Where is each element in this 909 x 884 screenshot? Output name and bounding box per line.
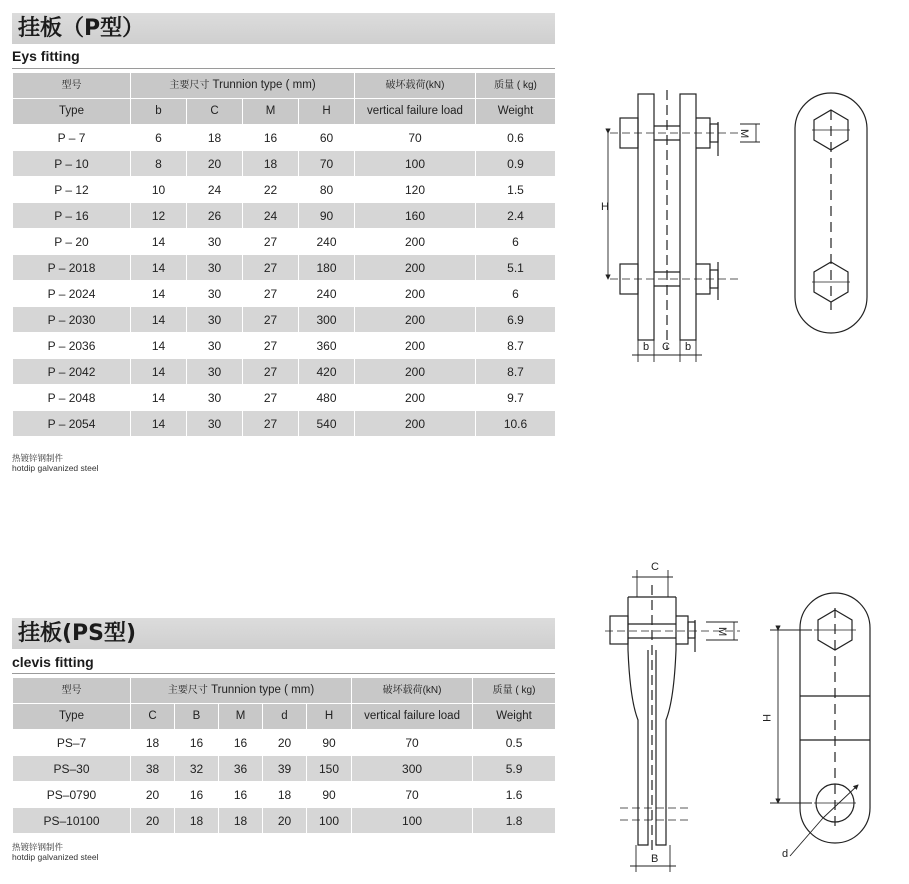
col-m: M bbox=[219, 704, 263, 730]
model-cell: P – 2018 bbox=[13, 255, 131, 281]
value-cell: 27 bbox=[243, 333, 299, 359]
value-cell: 18 bbox=[175, 808, 219, 834]
value-cell: 30 bbox=[187, 385, 243, 411]
value-cell: 26 bbox=[187, 203, 243, 229]
col-c: C bbox=[131, 704, 175, 730]
value-cell: 16 bbox=[219, 782, 263, 808]
note-en: hotdip galvanized steel bbox=[12, 852, 99, 862]
value-cell: 5.9 bbox=[473, 756, 556, 782]
value-cell: 200 bbox=[355, 307, 476, 333]
value-cell: 20 bbox=[187, 151, 243, 177]
weight-header-cn: 质量 ( kg) bbox=[476, 73, 556, 99]
value-cell: 27 bbox=[243, 359, 299, 385]
model-cell: P – 10 bbox=[13, 151, 131, 177]
dims-header: 主要尺寸 Trunnion type ( mm) bbox=[131, 73, 355, 99]
col-b: b bbox=[131, 99, 187, 125]
load-header-en: vertical failure load bbox=[355, 99, 476, 125]
value-cell: 20 bbox=[263, 808, 307, 834]
section2-subtitle: clevis fitting bbox=[12, 654, 94, 670]
value-cell: 160 bbox=[355, 203, 476, 229]
value-cell: 14 bbox=[131, 359, 187, 385]
value-cell: 100 bbox=[355, 151, 476, 177]
dim-d-label: d bbox=[782, 848, 789, 860]
model-cell: P – 2048 bbox=[13, 385, 131, 411]
value-cell: 70 bbox=[299, 151, 355, 177]
value-cell: 200 bbox=[355, 385, 476, 411]
model-cell: PS–0790 bbox=[13, 782, 131, 808]
value-cell: 20 bbox=[263, 730, 307, 756]
col-d: d bbox=[263, 704, 307, 730]
value-cell: 120 bbox=[355, 177, 476, 203]
value-cell: 12 bbox=[131, 203, 187, 229]
value-cell: 2.4 bbox=[476, 203, 556, 229]
value-cell: 22 bbox=[243, 177, 299, 203]
value-cell: 6 bbox=[131, 125, 187, 151]
value-cell: 20 bbox=[131, 782, 175, 808]
weight-header-cn: 质量 ( kg) bbox=[473, 678, 556, 704]
note-cn: 热镀锌钢制件 bbox=[12, 453, 64, 463]
load-header-cn: 破坏载荷(kN) bbox=[355, 73, 476, 99]
value-cell: 30 bbox=[187, 281, 243, 307]
type-header-cn: 型号 bbox=[13, 678, 131, 704]
value-cell: 480 bbox=[299, 385, 355, 411]
value-cell: 420 bbox=[299, 359, 355, 385]
ps-type-front-dimensions bbox=[770, 630, 858, 856]
model-cell: P – 2030 bbox=[13, 307, 131, 333]
value-cell: 32 bbox=[175, 756, 219, 782]
value-cell: 27 bbox=[243, 307, 299, 333]
value-cell: 300 bbox=[299, 307, 355, 333]
load-header-cn: 破坏载荷(kN) bbox=[352, 678, 473, 704]
note-cn: 热镀锌钢制件 bbox=[12, 842, 64, 852]
value-cell: 200 bbox=[355, 281, 476, 307]
value-cell: 90 bbox=[307, 782, 352, 808]
model-cell: P – 2042 bbox=[13, 359, 131, 385]
value-cell: 200 bbox=[355, 229, 476, 255]
value-cell: 1.8 bbox=[473, 808, 556, 834]
value-cell: 8 bbox=[131, 151, 187, 177]
value-cell: 27 bbox=[243, 281, 299, 307]
value-cell: 6.9 bbox=[476, 307, 556, 333]
dim-b-left-label: b bbox=[643, 341, 650, 353]
value-cell: 39 bbox=[263, 756, 307, 782]
value-cell: 100 bbox=[352, 808, 473, 834]
value-cell: 16 bbox=[175, 782, 219, 808]
dim-m-label: M bbox=[738, 129, 750, 139]
type-header-en: Type bbox=[13, 704, 131, 730]
value-cell: 30 bbox=[187, 333, 243, 359]
value-cell: 36 bbox=[219, 756, 263, 782]
value-cell: 200 bbox=[355, 333, 476, 359]
p-type-dimension-lines bbox=[608, 124, 760, 362]
value-cell: 150 bbox=[307, 756, 352, 782]
value-cell: 70 bbox=[352, 730, 473, 756]
value-cell: 27 bbox=[243, 229, 299, 255]
ps-type-front-view bbox=[800, 593, 870, 843]
value-cell: 27 bbox=[243, 385, 299, 411]
value-cell: 30 bbox=[187, 229, 243, 255]
value-cell: 0.9 bbox=[476, 151, 556, 177]
col-b: B bbox=[175, 704, 219, 730]
dim-c-label: C bbox=[651, 561, 659, 573]
model-cell: PS–10100 bbox=[13, 808, 131, 834]
value-cell: 16 bbox=[243, 125, 299, 151]
dim-c-label: C bbox=[662, 341, 670, 353]
value-cell: 14 bbox=[131, 385, 187, 411]
value-cell: 360 bbox=[299, 333, 355, 359]
value-cell: 27 bbox=[243, 255, 299, 281]
load-header-en: vertical failure load bbox=[352, 704, 473, 730]
value-cell: 240 bbox=[299, 281, 355, 307]
value-cell: 200 bbox=[355, 411, 476, 437]
model-cell: P – 2054 bbox=[13, 411, 131, 437]
value-cell: 14 bbox=[131, 229, 187, 255]
value-cell: 18 bbox=[243, 151, 299, 177]
section1-subtitle: Eys fitting bbox=[12, 48, 80, 64]
value-cell: 30 bbox=[187, 359, 243, 385]
value-cell: 16 bbox=[219, 730, 263, 756]
col-m: M bbox=[243, 99, 299, 125]
value-cell: 70 bbox=[355, 125, 476, 151]
value-cell: 0.5 bbox=[473, 730, 556, 756]
value-cell: 0.6 bbox=[476, 125, 556, 151]
value-cell: 8.7 bbox=[476, 359, 556, 385]
dim-h-label: H bbox=[760, 714, 772, 722]
value-cell: 14 bbox=[131, 333, 187, 359]
value-cell: 90 bbox=[299, 203, 355, 229]
p-type-side-view bbox=[610, 90, 740, 350]
model-cell: P – 2024 bbox=[13, 281, 131, 307]
model-cell: P – 2036 bbox=[13, 333, 131, 359]
model-cell: PS–30 bbox=[13, 756, 131, 782]
dim-m-label: M bbox=[716, 627, 728, 637]
value-cell: 16 bbox=[175, 730, 219, 756]
dim-b-label: B bbox=[651, 853, 659, 865]
value-cell: 80 bbox=[299, 177, 355, 203]
ps-type-dimension-lines bbox=[630, 570, 738, 872]
section1-title: 挂板（P型） bbox=[12, 13, 555, 44]
value-cell: 200 bbox=[355, 359, 476, 385]
value-cell: 6 bbox=[476, 281, 556, 307]
value-cell: 8.7 bbox=[476, 333, 556, 359]
value-cell: 20 bbox=[131, 808, 175, 834]
type-header-cn: 型号 bbox=[13, 73, 131, 99]
value-cell: 30 bbox=[187, 255, 243, 281]
value-cell: 14 bbox=[131, 411, 187, 437]
value-cell: 14 bbox=[131, 281, 187, 307]
col-c: C bbox=[187, 99, 243, 125]
value-cell: 14 bbox=[131, 255, 187, 281]
model-cell: P – 16 bbox=[13, 203, 131, 229]
model-cell: P – 12 bbox=[13, 177, 131, 203]
value-cell: 38 bbox=[131, 756, 175, 782]
value-cell: 18 bbox=[187, 125, 243, 151]
value-cell: 24 bbox=[187, 177, 243, 203]
dims-header: 主要尺寸 Trunnion type ( mm) bbox=[131, 678, 352, 704]
value-cell: 30 bbox=[187, 307, 243, 333]
model-cell: P – 20 bbox=[13, 229, 131, 255]
value-cell: 240 bbox=[299, 229, 355, 255]
dim-b-right-label: b bbox=[685, 341, 692, 353]
value-cell: 18 bbox=[131, 730, 175, 756]
value-cell: 200 bbox=[355, 255, 476, 281]
value-cell: 9.7 bbox=[476, 385, 556, 411]
value-cell: 300 bbox=[352, 756, 473, 782]
type-header-en: Type bbox=[13, 99, 131, 125]
value-cell: 1.6 bbox=[473, 782, 556, 808]
value-cell: 6 bbox=[476, 229, 556, 255]
value-cell: 18 bbox=[263, 782, 307, 808]
weight-header-en: Weight bbox=[473, 704, 556, 730]
value-cell: 100 bbox=[307, 808, 352, 834]
model-cell: PS–7 bbox=[13, 730, 131, 756]
dim-h-label: H bbox=[601, 201, 609, 213]
value-cell: 180 bbox=[299, 255, 355, 281]
value-cell: 1.5 bbox=[476, 177, 556, 203]
value-cell: 18 bbox=[219, 808, 263, 834]
value-cell: 10.6 bbox=[476, 411, 556, 437]
p-type-front-view bbox=[795, 93, 867, 333]
value-cell: 70 bbox=[352, 782, 473, 808]
value-cell: 14 bbox=[131, 307, 187, 333]
value-cell: 30 bbox=[187, 411, 243, 437]
ps-type-side-view bbox=[605, 585, 740, 850]
col-h: H bbox=[299, 99, 355, 125]
value-cell: 60 bbox=[299, 125, 355, 151]
col-h: H bbox=[307, 704, 352, 730]
value-cell: 27 bbox=[243, 411, 299, 437]
note-en: hotdip galvanized steel bbox=[12, 463, 99, 473]
value-cell: 90 bbox=[307, 730, 352, 756]
value-cell: 10 bbox=[131, 177, 187, 203]
value-cell: 24 bbox=[243, 203, 299, 229]
model-cell: P – 7 bbox=[13, 125, 131, 151]
section2-title: 挂板(PS型) bbox=[12, 618, 555, 649]
value-cell: 5.1 bbox=[476, 255, 556, 281]
value-cell: 540 bbox=[299, 411, 355, 437]
weight-header-en: Weight bbox=[476, 99, 556, 125]
